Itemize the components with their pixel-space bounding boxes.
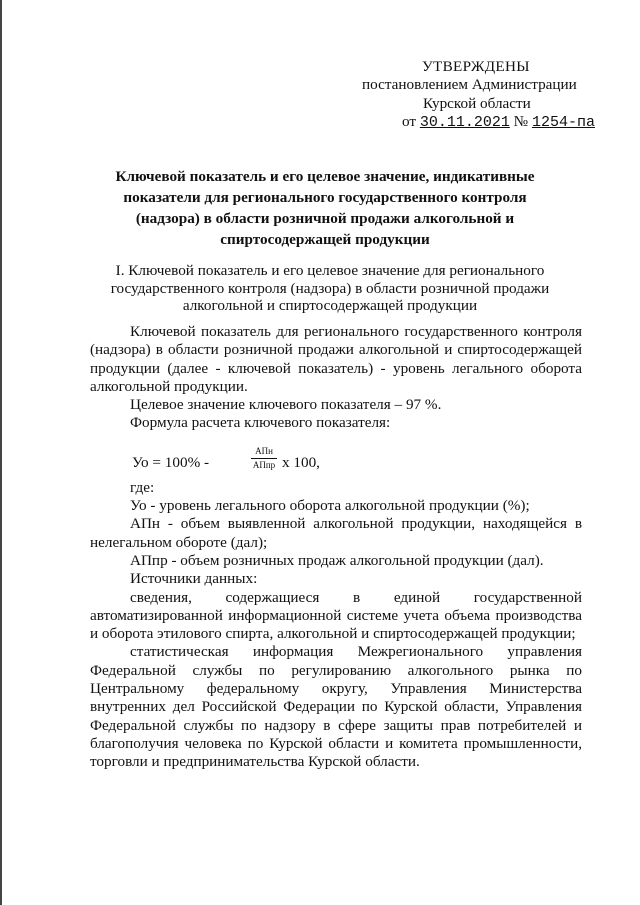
formula-denominator: АПпр: [252, 459, 276, 470]
approval-stamp: [362, 58, 602, 133]
approval-resolution: постановлением Администрации: [362, 76, 577, 94]
paragraph-target-value: Целевое значение ключевого показателя – 97 %.: [130, 396, 442, 414]
page-edge-shadow: [0, 0, 2, 905]
formula: [90, 433, 582, 479]
formula-fraction: [251, 446, 277, 471]
date-prefix: от: [402, 113, 417, 131]
paragraph-formula-intro: Формула расчета ключевого показателя:: [130, 414, 391, 432]
approval-date: 30.11.2021: [419, 114, 510, 132]
approval-heading: УТВЕРЖДЕНЫ: [422, 58, 530, 75]
approval-region: Курской области: [423, 94, 531, 112]
section-heading: I. Ключевой показатель и его целевое значение для регионального государственного контроля (надзора) в области розничной продажи алкогольной и спиртосодержащей продукции: [110, 262, 550, 314]
number-sign: №: [513, 113, 529, 131]
definition-apn: АПн - объем выявленной алкогольной продукции, находящейся в нелегальном обороте (дал);: [90, 515, 582, 551]
formula-numerator: АПн: [251, 446, 277, 459]
formula-lhs: Уо = 100% -: [132, 453, 210, 471]
paragraph-key-indicator: Ключевой показатель для регионального государственного контроля (надзора) в области розничной продажи алкогольной и спиртосодержащей продукции (далее - ключевой показатель) - уровень легального оборота алкогольной продукции.: [90, 323, 582, 395]
document-title: Ключевой показатель и его целевое значение, индикативные показатели для регионального государственного контроля (надзора) в области розничной продажи алкогольной и спиртосодержащей продукции: [115, 168, 535, 248]
approval-number: 1254-па: [531, 114, 595, 132]
definition-uo: Уо - уровень легального оборота алкогольной продукции (%);: [130, 497, 530, 515]
source-egais: сведения, содержащиеся в единой государственной автоматизированной информационной системе учета объема производства и оборота этилового спирта, алкогольной и спиртосодержащей продукции;: [90, 588, 582, 643]
definition-appr: АПпр - объем розничных продаж алкогольной продукции (дал).: [130, 551, 544, 569]
paragraph-where: где:: [130, 478, 155, 496]
formula-rhs: х 100,: [282, 453, 320, 471]
document-body: [90, 323, 582, 772]
sources-heading: Источники данных:: [130, 570, 258, 588]
approval-date-number: [362, 113, 602, 132]
source-statistics: статистическая информация Межрегионального управления Федеральной службы по регулированию алкогольного рынка по Центральному федеральному округу, Управления Министерства внутренних дел Российской Федерации по Курской области, Управления Федеральной службы по надзору в сфере защиты прав потребителей и благополучия человека по Курской области и комитета промышленности, торговли и предпринимательства Курской области.: [90, 643, 582, 771]
